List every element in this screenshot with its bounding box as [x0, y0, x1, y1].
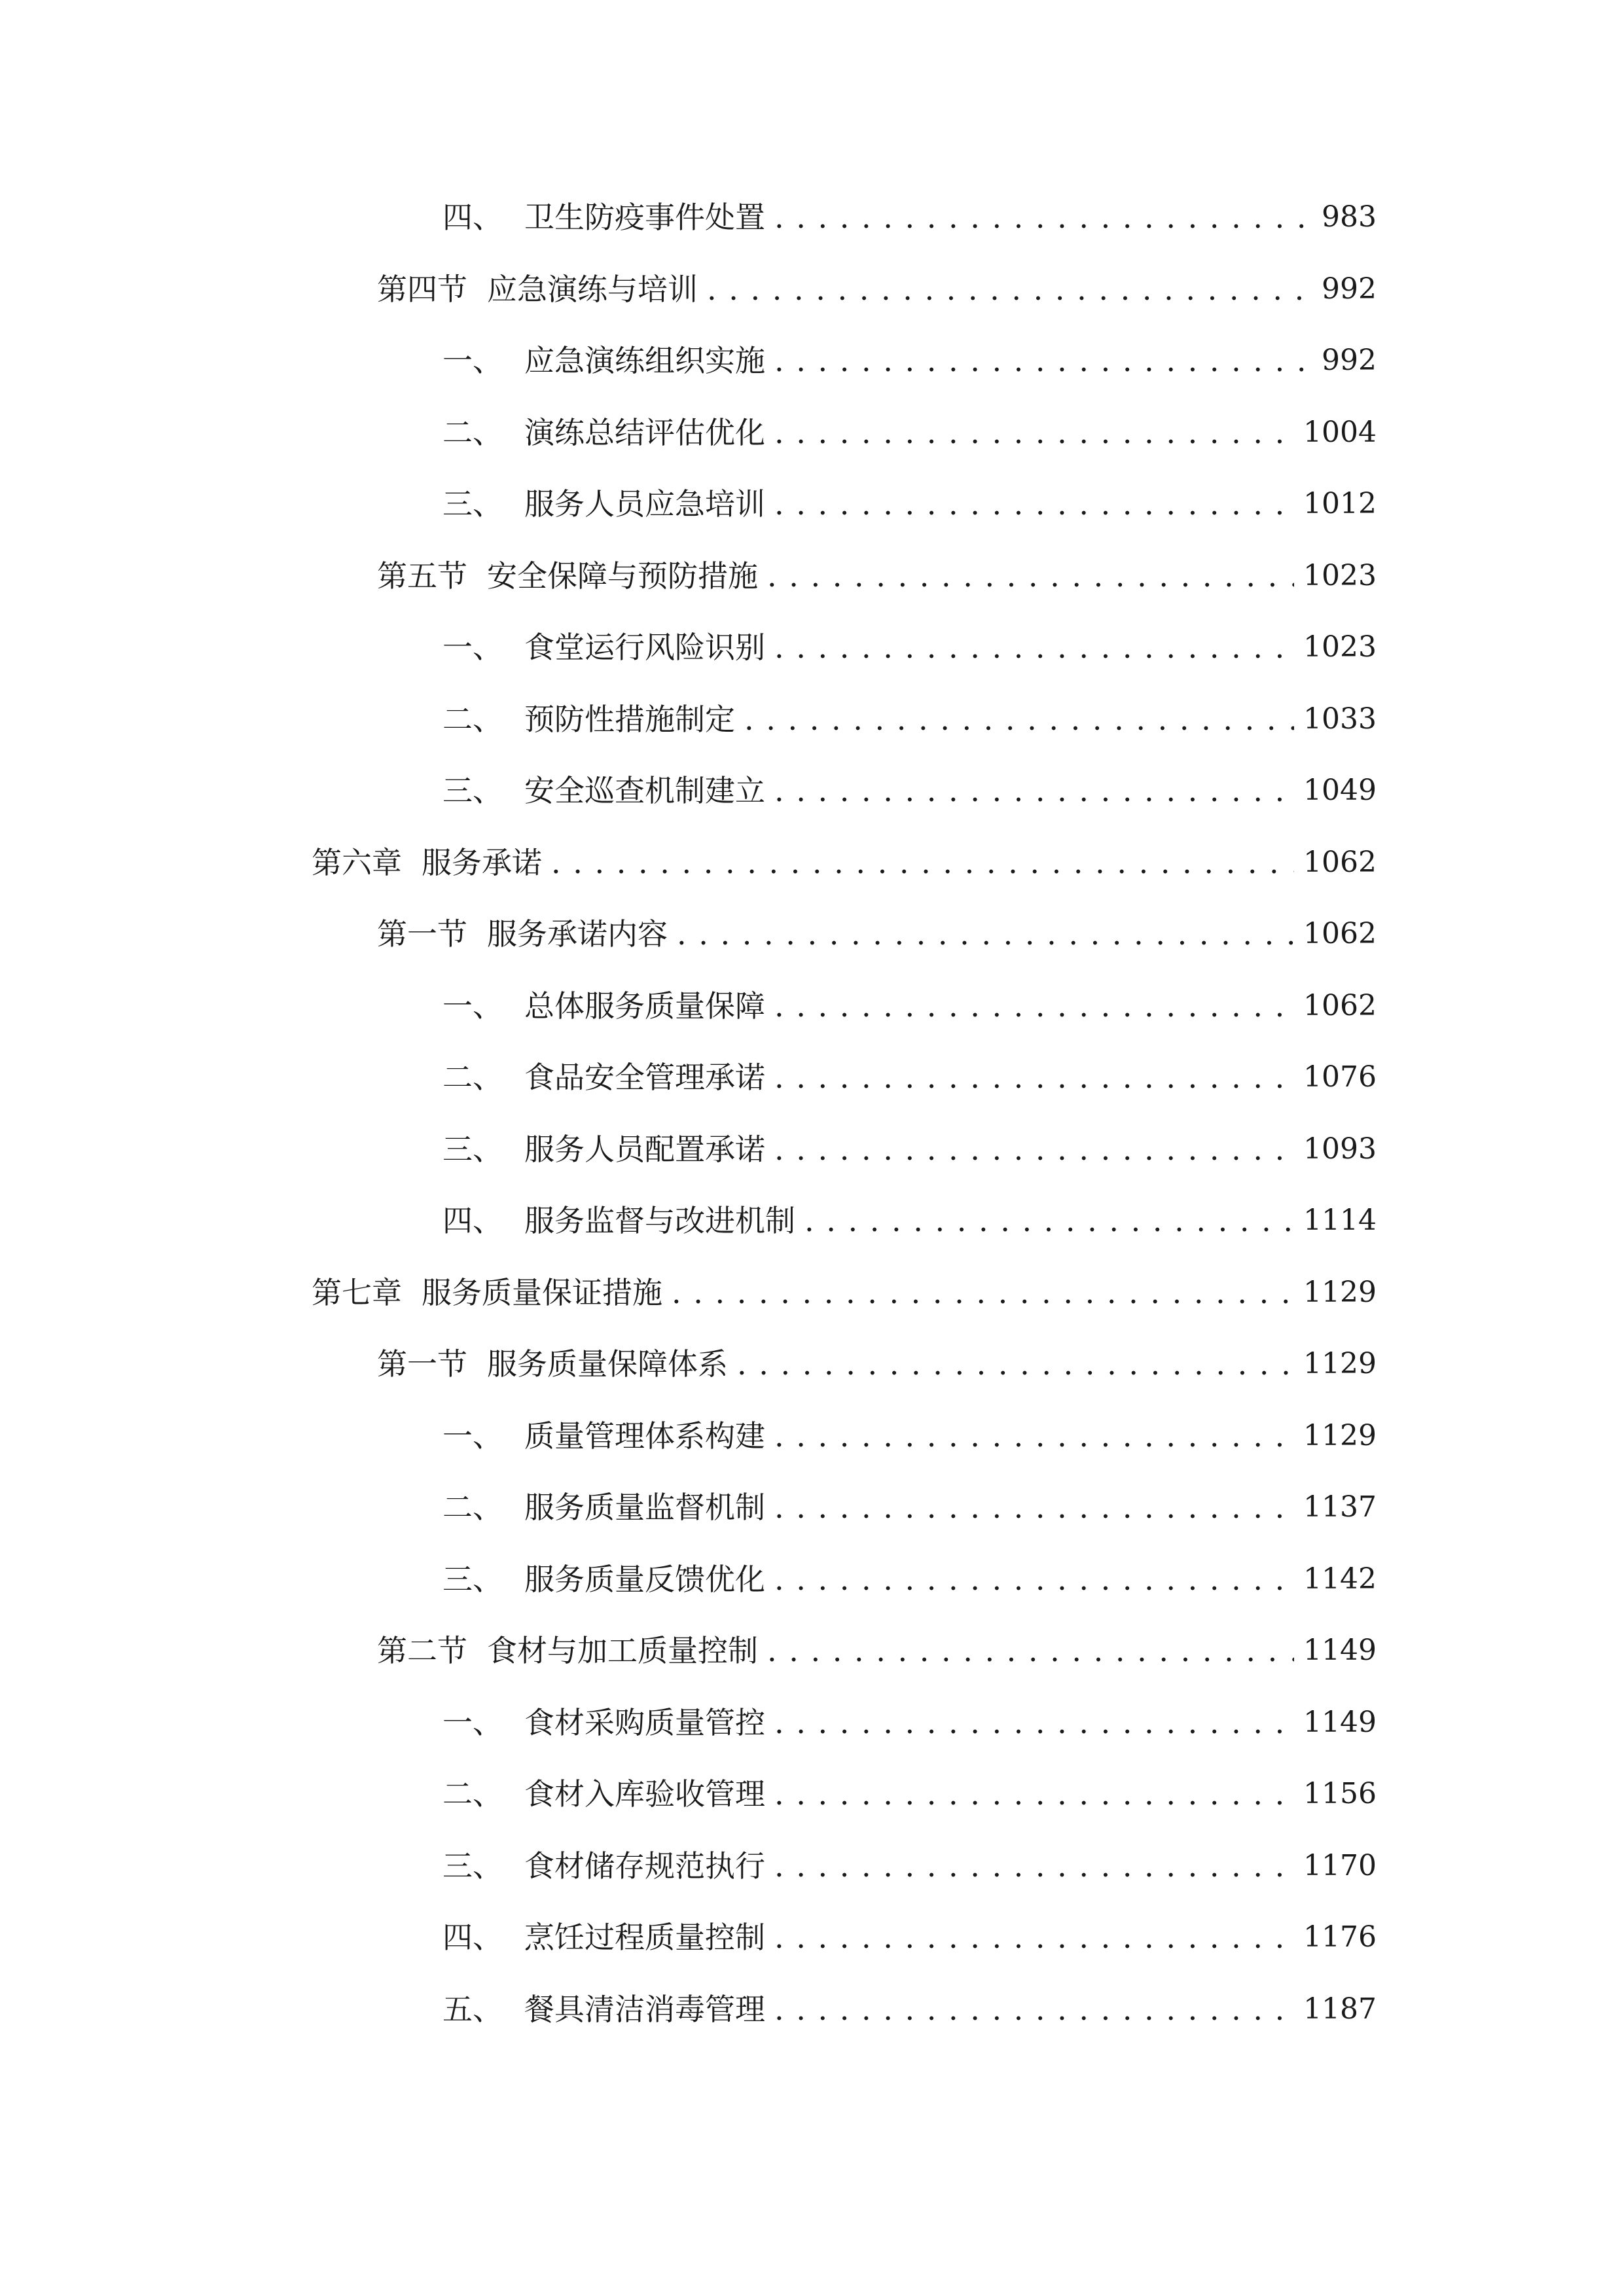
entry-page-number: 1142 [1303, 1562, 1377, 1596]
toc-entry[interactable] [442, 621, 1377, 673]
entry-page-number: 1156 [1303, 1777, 1377, 1810]
entry-page-number: 1176 [1303, 1920, 1377, 1954]
entry-page-number: 1149 [1303, 1634, 1377, 1667]
dot-leader [767, 550, 1294, 602]
entry-title: 演练总结评估优化 [524, 415, 765, 450]
entry-number: 二、 [442, 1060, 503, 1095]
dot-leader [774, 1123, 1294, 1175]
dot-leader [774, 1768, 1294, 1820]
entry-page-number: 1023 [1303, 630, 1377, 664]
dot-leader [677, 908, 1294, 960]
dot-leader [774, 478, 1294, 530]
entry-title: 应急演练组织实施 [524, 343, 765, 378]
entry-title: 质量管理体系构建 [524, 1418, 765, 1454]
toc-entry[interactable] [442, 191, 1377, 243]
entry-number: 第一节 [377, 916, 467, 952]
toc-entry[interactable] [442, 1481, 1377, 1534]
entry-page-number: 1187 [1303, 1992, 1377, 2026]
toc-entry[interactable] [312, 1266, 1377, 1319]
toc-entry[interactable] [442, 406, 1377, 459]
entry-page-number: 1012 [1303, 487, 1377, 520]
entry-title: 应急演练与培训 [487, 272, 698, 307]
toc-entry[interactable] [442, 1911, 1377, 1964]
toc-entry[interactable] [377, 908, 1377, 960]
entry-number: 四、 [442, 1203, 503, 1238]
entry-title: 卫生防疫事件处置 [524, 200, 765, 235]
entry-title: 服务承诺内容 [487, 916, 668, 952]
dot-leader [551, 836, 1294, 889]
dot-leader [744, 693, 1294, 745]
entry-number: 一、 [442, 1418, 503, 1454]
entry-page-number: 1093 [1303, 1132, 1377, 1166]
toc-entry[interactable] [377, 1338, 1377, 1390]
entry-number: 二、 [442, 1490, 503, 1525]
dot-leader [774, 1553, 1294, 1605]
entry-page-number: 983 [1322, 200, 1377, 234]
entry-number: 一、 [442, 1705, 503, 1740]
dot-leader [774, 1983, 1294, 2036]
toc-entry[interactable] [377, 263, 1377, 315]
entry-page-number: 1137 [1303, 1490, 1377, 1524]
entry-number: 三、 [442, 1848, 503, 1884]
toc-entry[interactable] [442, 1410, 1377, 1462]
entry-page-number: 992 [1322, 344, 1377, 377]
toc-entry[interactable] [377, 550, 1377, 602]
entry-title: 餐具清洁消毒管理 [524, 1992, 765, 2027]
toc-entry[interactable] [312, 836, 1377, 889]
entry-number: 三、 [442, 1562, 503, 1597]
entry-number: 三、 [442, 773, 503, 808]
dot-leader [707, 263, 1312, 315]
dot-leader [774, 334, 1312, 387]
entry-title: 食材与加工质量控制 [487, 1633, 758, 1668]
dot-leader [774, 406, 1294, 459]
dot-leader [774, 1696, 1294, 1749]
entry-title: 服务承诺 [422, 845, 542, 880]
dot-leader [774, 191, 1312, 243]
toc-entry[interactable] [442, 1553, 1377, 1605]
entry-title: 服务人员应急培训 [524, 486, 765, 522]
toc-entry[interactable] [442, 1051, 1377, 1103]
entry-title: 食品安全管理承诺 [524, 1060, 765, 1095]
entry-page-number: 1129 [1303, 1419, 1377, 1452]
entry-title: 服务人员配置承诺 [524, 1132, 765, 1167]
toc-entry[interactable] [442, 1768, 1377, 1820]
dot-leader [774, 1840, 1294, 1892]
dot-leader [774, 1051, 1294, 1103]
entry-page-number: 992 [1322, 272, 1377, 306]
dot-leader [774, 980, 1294, 1032]
toc-entry[interactable] [442, 980, 1377, 1032]
entry-page-number: 1129 [1303, 1276, 1377, 1309]
entry-number: 一、 [442, 630, 503, 665]
dot-leader [767, 1624, 1294, 1677]
toc-entry[interactable] [442, 478, 1377, 530]
entry-title: 食堂运行风险识别 [524, 630, 765, 665]
dot-leader [774, 1481, 1294, 1534]
entry-title: 食材采购质量管控 [524, 1705, 765, 1740]
entry-number: 四、 [442, 1920, 503, 1955]
entry-number: 五、 [442, 1992, 503, 2027]
entry-title: 安全保障与预防措施 [487, 558, 758, 594]
entry-title: 服务质量反馈优化 [524, 1562, 765, 1597]
entry-page-number: 1049 [1303, 774, 1377, 807]
entry-title: 安全巡查机制建立 [524, 773, 765, 808]
entry-page-number: 1033 [1303, 702, 1377, 736]
entry-number: 二、 [442, 415, 503, 450]
entry-number: 第六章 [312, 845, 402, 880]
entry-page-number: 1149 [1303, 1706, 1377, 1739]
entry-title: 烹饪过程质量控制 [524, 1920, 765, 1955]
entry-title: 服务质量保证措施 [422, 1275, 662, 1310]
toc-entry[interactable] [442, 1983, 1377, 2036]
entry-number: 第二节 [377, 1633, 467, 1668]
entry-title: 预防性措施制定 [524, 702, 735, 737]
entry-page-number: 1114 [1303, 1204, 1377, 1237]
entry-title: 食材入库验收管理 [524, 1776, 765, 1812]
entry-number: 第五节 [377, 558, 467, 594]
toc-entry[interactable] [442, 1840, 1377, 1892]
toc-entry[interactable] [442, 1696, 1377, 1749]
dot-leader [804, 1194, 1294, 1247]
entry-number: 二、 [442, 1776, 503, 1812]
entry-title: 食材储存规范执行 [524, 1848, 765, 1884]
entry-page-number: 1129 [1303, 1347, 1377, 1380]
dot-leader [774, 764, 1294, 817]
toc-entry[interactable] [377, 1624, 1377, 1677]
dot-leader [774, 621, 1294, 673]
toc-entry[interactable] [442, 764, 1377, 817]
entry-number: 第七章 [312, 1275, 402, 1310]
entry-title: 服务质量保障体系 [487, 1346, 728, 1382]
toc-entry[interactable] [442, 693, 1377, 745]
entry-page-number: 1023 [1303, 559, 1377, 592]
entry-page-number: 1170 [1303, 1849, 1377, 1882]
dot-leader [672, 1266, 1294, 1319]
entry-number: 二、 [442, 702, 503, 737]
dot-leader [737, 1338, 1294, 1390]
entry-page-number: 1004 [1303, 416, 1377, 449]
entry-number: 第一节 [377, 1346, 467, 1382]
entry-number: 三、 [442, 1132, 503, 1167]
entry-title: 服务监督与改进机制 [524, 1203, 795, 1238]
entry-page-number: 1062 [1303, 917, 1377, 950]
entry-number: 三、 [442, 486, 503, 522]
entry-page-number: 1062 [1303, 989, 1377, 1022]
dot-leader [774, 1410, 1294, 1462]
toc-entry[interactable] [442, 1123, 1377, 1175]
toc-entry[interactable] [442, 334, 1377, 387]
entry-page-number: 1062 [1303, 846, 1377, 879]
entry-number: 一、 [442, 343, 503, 378]
entry-title: 服务质量监督机制 [524, 1490, 765, 1525]
entry-page-number: 1076 [1303, 1060, 1377, 1094]
entry-number: 一、 [442, 988, 503, 1024]
entry-title: 总体服务质量保障 [524, 988, 765, 1024]
toc-entry[interactable] [442, 1194, 1377, 1247]
dot-leader [774, 1911, 1294, 1964]
entry-number: 第四节 [377, 272, 467, 307]
entry-number: 四、 [442, 200, 503, 235]
